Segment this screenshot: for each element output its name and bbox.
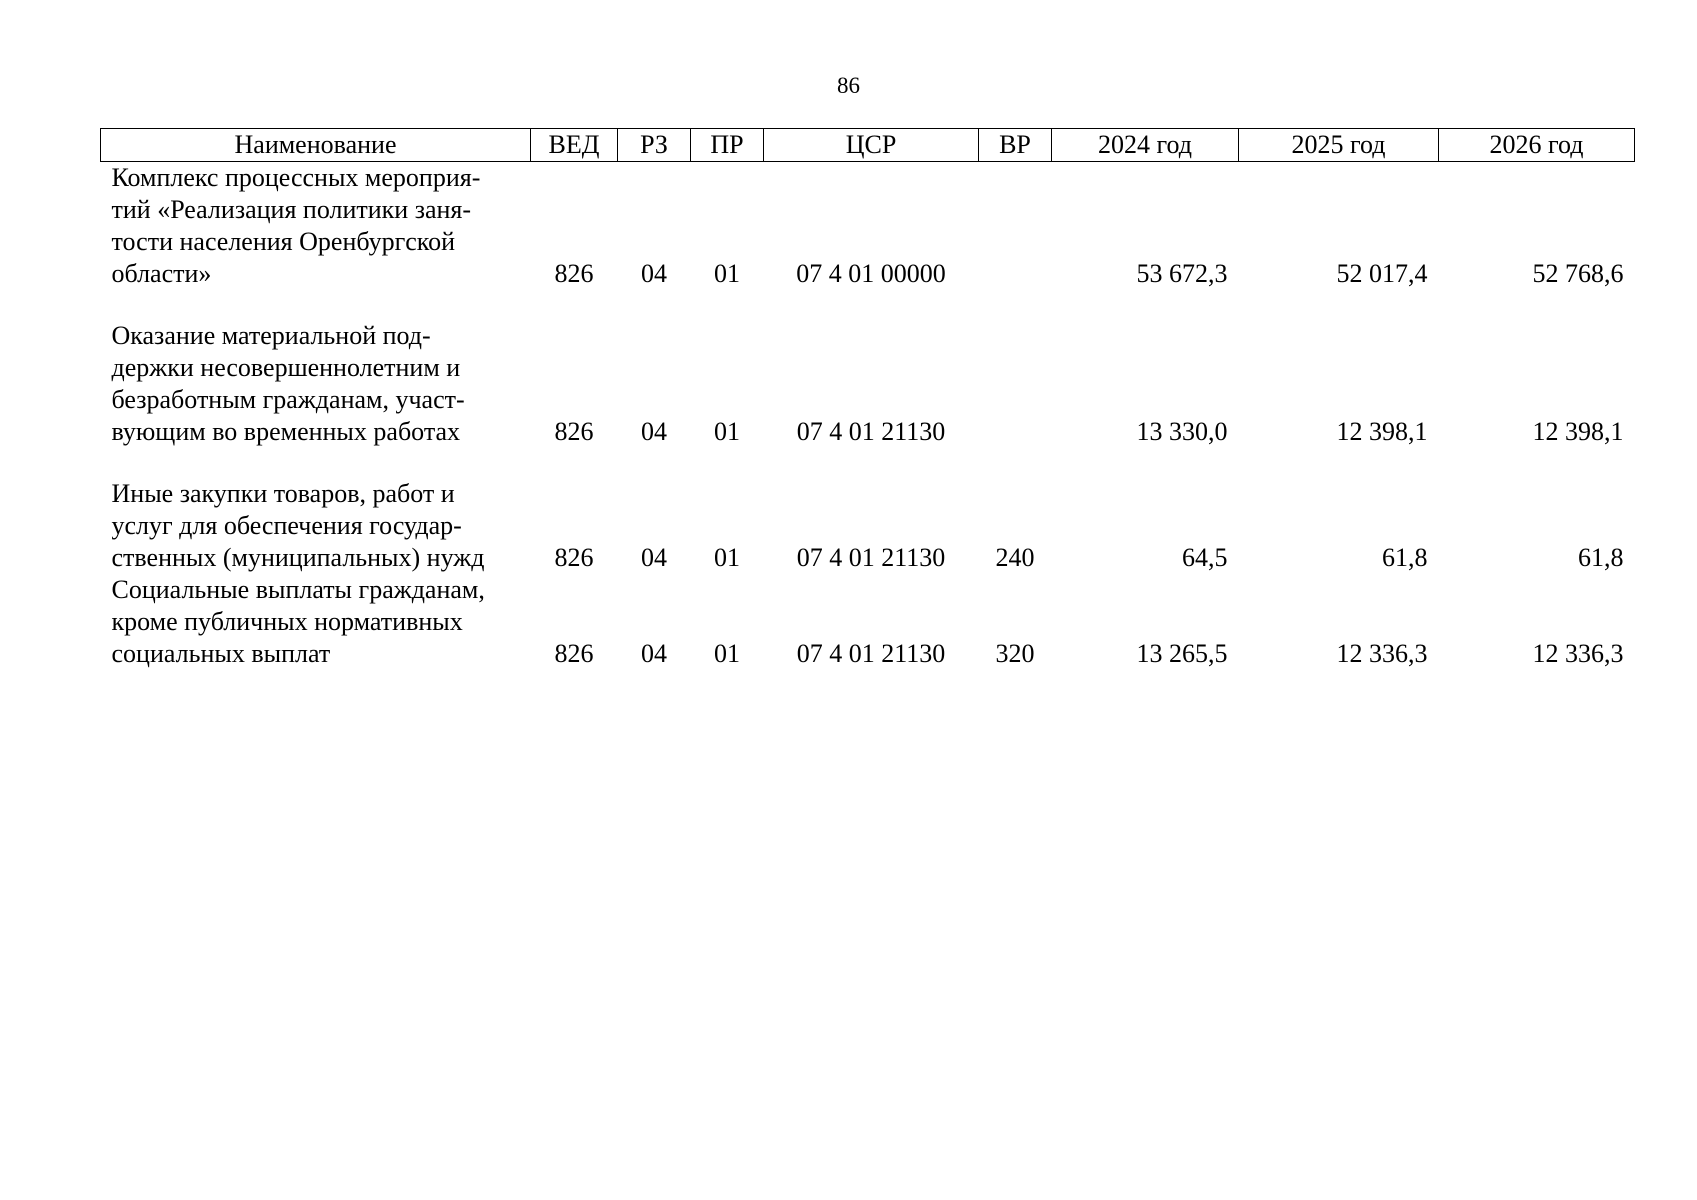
row-name-cell xyxy=(101,448,531,574)
cell-ved: 826 xyxy=(554,259,594,288)
table-row xyxy=(101,290,1635,448)
cell-2024: 13 330,0 xyxy=(1136,417,1228,446)
cell-pr: 01 xyxy=(714,417,740,446)
cell-2025: 61,8 xyxy=(1382,543,1428,572)
table-row xyxy=(101,448,1635,574)
budget-table xyxy=(100,128,1635,670)
cell-2024: 64,5 xyxy=(1182,543,1228,572)
cell-2026: 52 768,6 xyxy=(1532,259,1624,288)
cell-rz: 04 xyxy=(641,417,667,446)
cell-csr: 07 4 01 21130 xyxy=(796,417,946,446)
row-name-line: Оказание материальной под- xyxy=(111,321,431,350)
cell-2024: 13 265,5 xyxy=(1136,639,1228,668)
cell-ved: 826 xyxy=(554,639,594,668)
cell-2025: 52 017,4 xyxy=(1336,259,1428,288)
cell-2026: 12 398,1 xyxy=(1532,417,1624,446)
row-name-line: вующим во временных работах xyxy=(111,417,461,446)
header-csr: ЦСР xyxy=(764,129,979,162)
cell-rz: 04 xyxy=(641,259,667,288)
table-header-row xyxy=(101,129,1635,162)
cell-2025: 12 398,1 xyxy=(1336,417,1428,446)
cell-pr: 01 xyxy=(714,259,740,288)
cell-vr: 240 xyxy=(995,543,1035,572)
cell-ved: 826 xyxy=(554,417,594,446)
row-name-line: услуг для обеспечения государ- xyxy=(111,511,462,540)
cell-vr xyxy=(979,290,1052,448)
row-name-line: Иные закупки товаров, работ и xyxy=(111,479,455,508)
cell-rz: 04 xyxy=(641,543,667,572)
row-name-line: держки несовершеннолетним и xyxy=(111,353,461,382)
cell-vr xyxy=(979,162,1052,291)
header-2024: 2024 год xyxy=(1052,129,1239,162)
header-rz: РЗ xyxy=(618,129,691,162)
row-name-line: области» xyxy=(111,259,212,288)
row-name-line: тий «Реализация политики заня- xyxy=(111,195,472,224)
row-name-line: безработным гражданам, участ- xyxy=(111,385,465,414)
cell-2025: 12 336,3 xyxy=(1336,639,1428,668)
header-vr: ВР xyxy=(979,129,1052,162)
row-name-line: социальных выплат xyxy=(111,639,331,668)
row-name-cell xyxy=(101,162,531,291)
header-2026: 2026 год xyxy=(1439,129,1635,162)
table-row xyxy=(101,574,1635,670)
page-number: 86 xyxy=(837,73,860,98)
row-name-line: кроме публичных нормативных xyxy=(111,607,463,636)
header-name: Наименование xyxy=(101,129,531,162)
cell-pr: 01 xyxy=(714,543,740,572)
cell-rz: 04 xyxy=(641,639,667,668)
cell-vr: 320 xyxy=(995,639,1035,668)
row-name-line: Социальные выплаты гражданам, xyxy=(111,575,485,604)
cell-csr: 07 4 01 21130 xyxy=(796,543,946,572)
cell-2024: 53 672,3 xyxy=(1136,259,1228,288)
table-row xyxy=(101,162,1635,291)
cell-csr: 07 4 01 00000 xyxy=(796,259,946,288)
row-name-cell xyxy=(101,574,531,670)
header-2025: 2025 год xyxy=(1239,129,1439,162)
header-pr: ПР xyxy=(691,129,764,162)
row-name-cell xyxy=(101,290,531,448)
row-name-line: Комплекс процессных мероприя- xyxy=(111,163,481,192)
row-name-line: тости населения Оренбургской xyxy=(111,227,456,256)
cell-2026: 12 336,3 xyxy=(1532,639,1624,668)
header-ved: ВЕД xyxy=(531,129,618,162)
cell-pr: 01 xyxy=(714,639,740,668)
row-name-line: ственных (муниципальных) нужд xyxy=(111,543,485,572)
cell-ved: 826 xyxy=(554,543,594,572)
cell-csr: 07 4 01 21130 xyxy=(796,639,946,668)
cell-2026: 61,8 xyxy=(1578,543,1624,572)
